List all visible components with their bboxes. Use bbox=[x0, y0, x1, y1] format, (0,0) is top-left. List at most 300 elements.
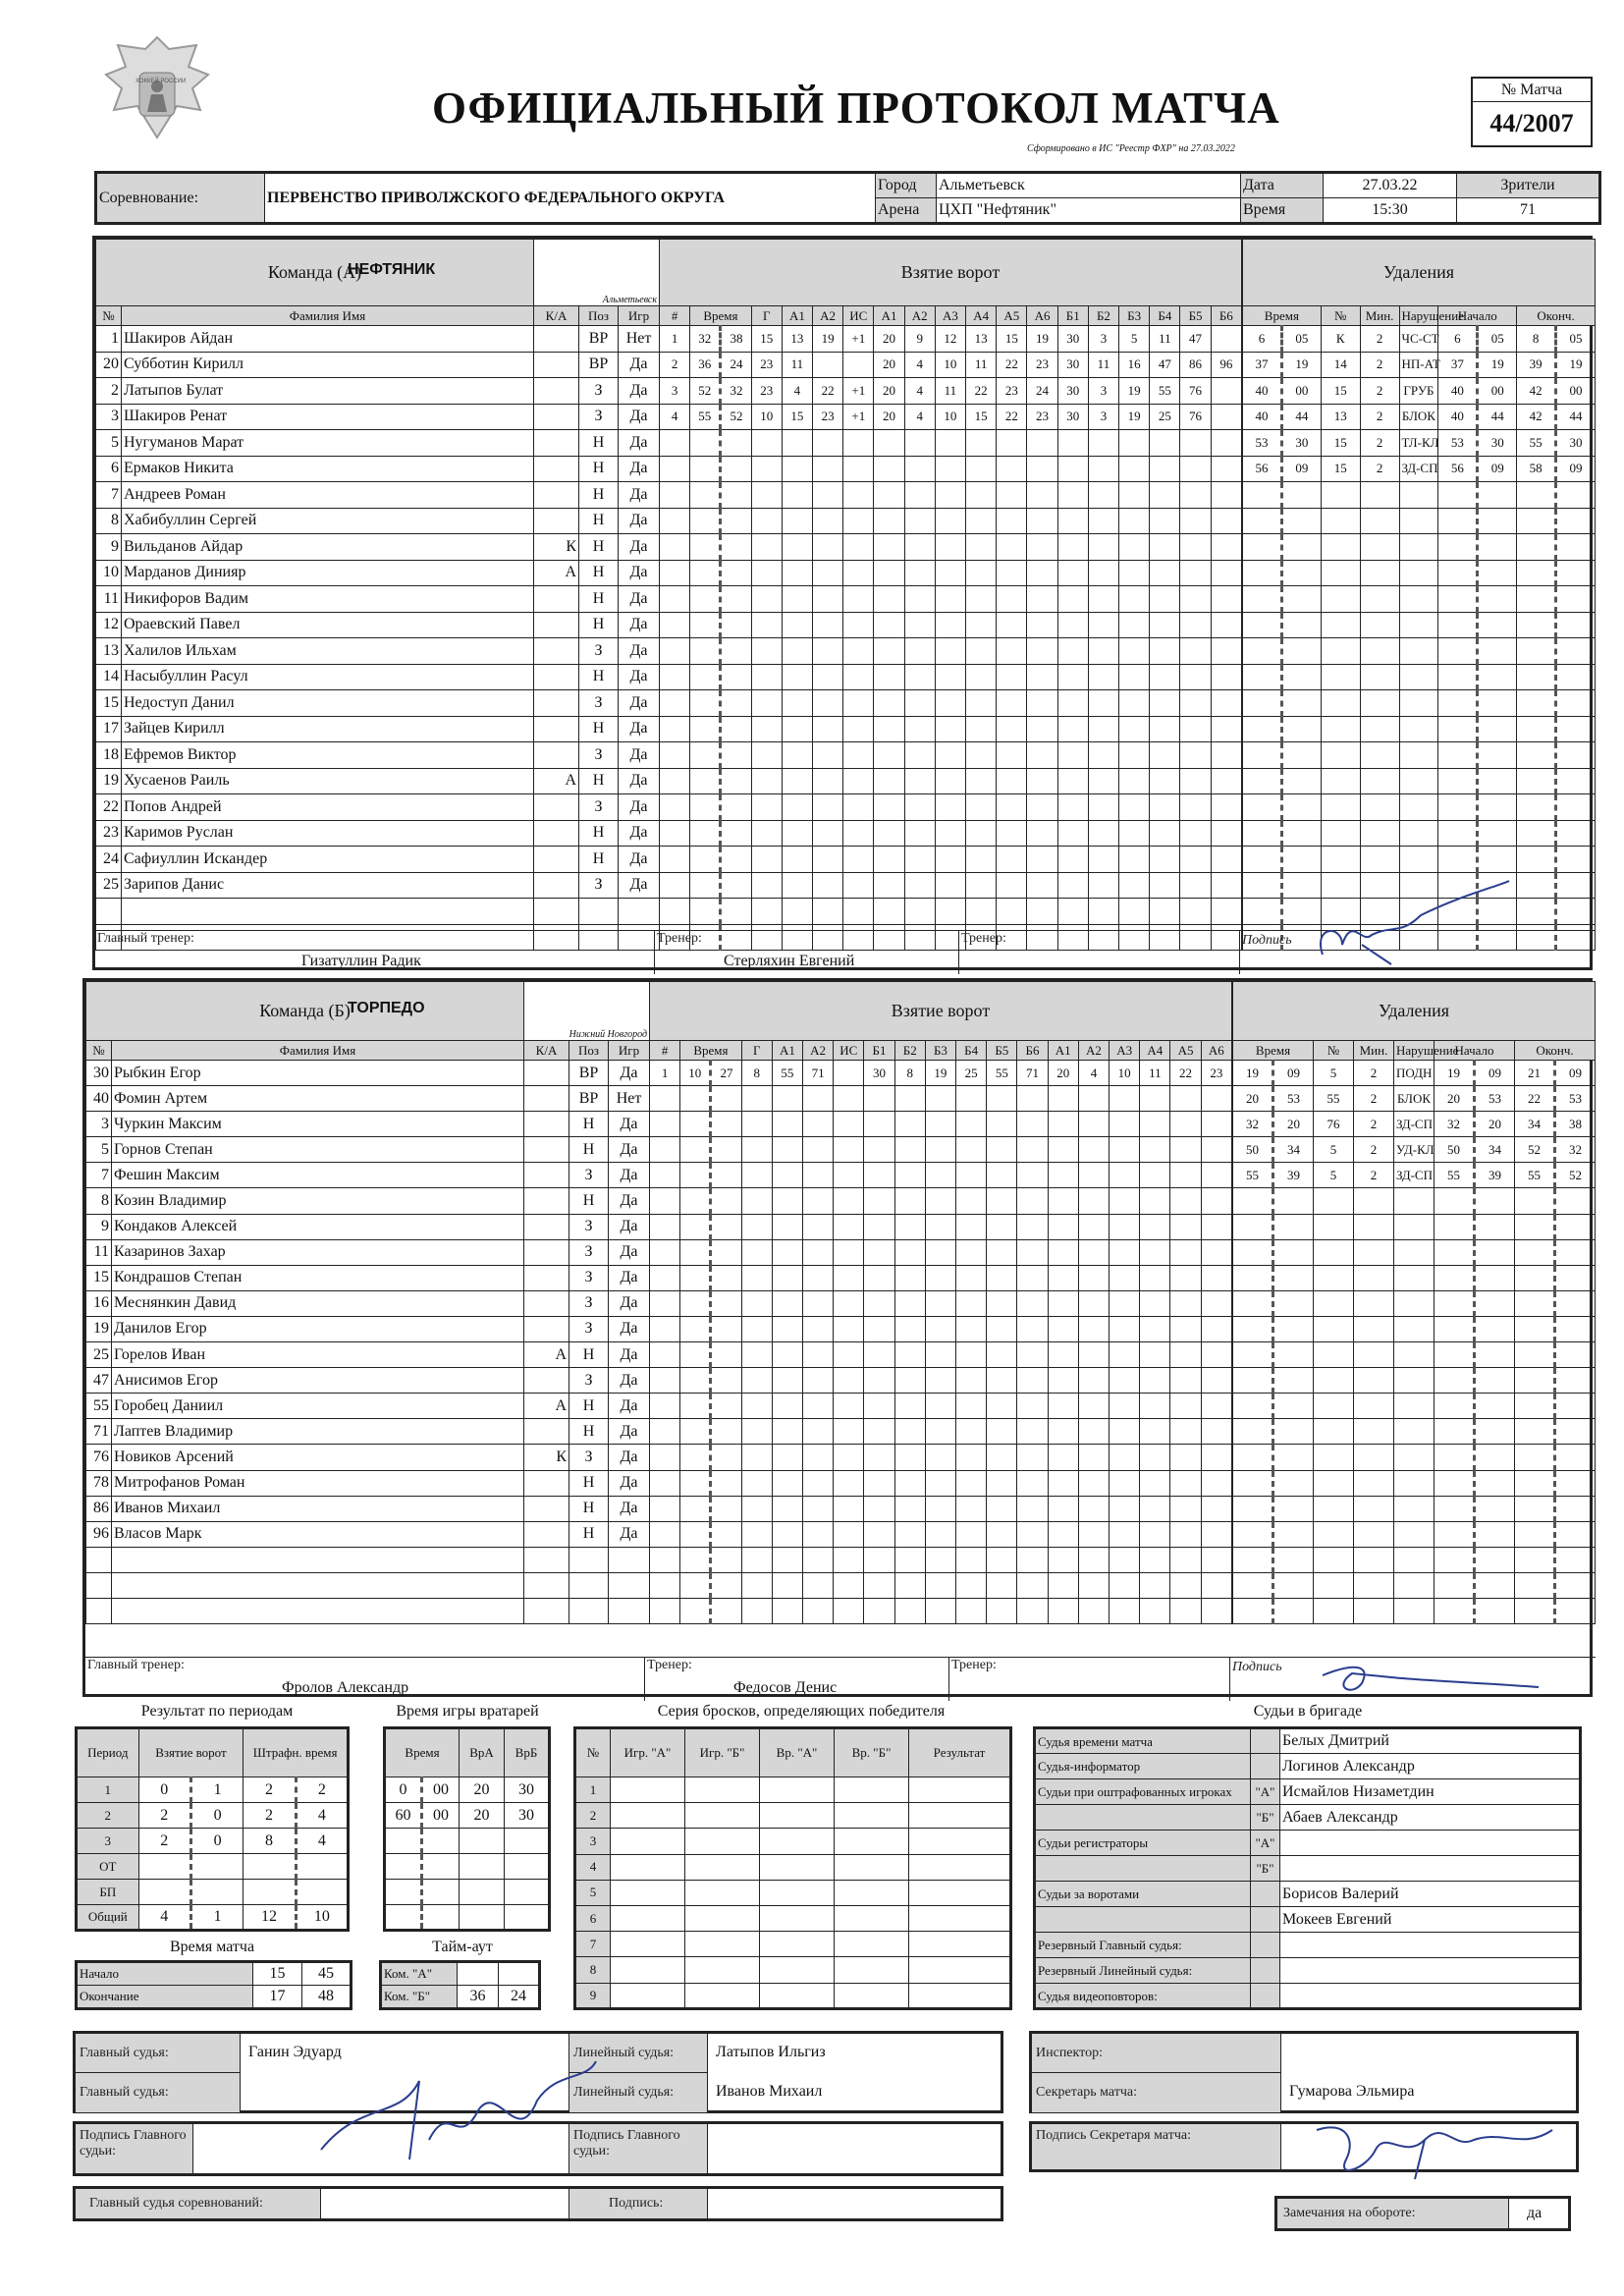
ta-player-row bbox=[96, 899, 660, 925]
ta-player-play: Да bbox=[619, 664, 660, 690]
ta-goal-cell bbox=[1211, 612, 1241, 638]
ta-goal-cell bbox=[721, 847, 751, 873]
tb-goal-cell bbox=[925, 1470, 955, 1496]
tb-player-play bbox=[609, 1598, 650, 1623]
ta-penalty-row bbox=[1243, 326, 1596, 353]
tb-goal-cell bbox=[864, 1419, 894, 1445]
ta-penalty-cell bbox=[1243, 847, 1282, 873]
goalie-row bbox=[385, 1905, 550, 1931]
period-name: ОТ bbox=[77, 1854, 139, 1880]
tb-goal-col: А1 bbox=[1048, 1041, 1078, 1061]
ta-player-num: 15 bbox=[96, 690, 122, 717]
ta-penalty-cell bbox=[1281, 742, 1321, 769]
tb-player-role bbox=[524, 1572, 569, 1598]
tb-goal-cell bbox=[1201, 1086, 1231, 1112]
tb-penalty-cell bbox=[1475, 1214, 1515, 1239]
tb-goal-cell bbox=[925, 1163, 955, 1188]
tb-goal-cell bbox=[680, 1521, 711, 1547]
ta-penalty-cell bbox=[1360, 820, 1399, 847]
shootout-cell bbox=[685, 1957, 760, 1983]
tb-goal-cell bbox=[1078, 1470, 1109, 1496]
tb-goal-cell bbox=[711, 1445, 741, 1470]
shootout-cell bbox=[909, 1829, 1011, 1854]
tb-player-num: 11 bbox=[86, 1239, 112, 1265]
ta-player-pos: Н bbox=[579, 508, 619, 534]
tb-penalty-cell: 19 bbox=[1435, 1061, 1475, 1086]
ta-goal-cell bbox=[751, 690, 782, 717]
period-value: 0 bbox=[190, 1803, 243, 1829]
ta-goal-cell bbox=[997, 872, 1027, 899]
tb-goal-cell bbox=[1048, 1521, 1078, 1547]
tb-goal-cell bbox=[987, 1086, 1017, 1112]
tb-goal-row bbox=[650, 1239, 1232, 1265]
ta-goal-cell: 24 bbox=[721, 352, 751, 378]
tb-goal-col: А4 bbox=[1140, 1041, 1170, 1061]
ta-goal-col: А6 bbox=[1027, 306, 1057, 326]
main-ref-signature bbox=[301, 2061, 616, 2169]
tb-penalty-cell bbox=[1394, 1547, 1435, 1572]
shootout-cell bbox=[685, 1777, 760, 1803]
tb-goal-cell bbox=[803, 1265, 834, 1290]
ta-player-name bbox=[122, 899, 534, 925]
ta-goal-cell: 36 bbox=[690, 352, 721, 378]
tb-player-pos: Н bbox=[569, 1188, 609, 1214]
ta-goal-cell bbox=[997, 482, 1027, 509]
ta-goal-cell bbox=[1057, 430, 1088, 457]
ta-goal-cell bbox=[1027, 794, 1057, 821]
ta-goal-cell bbox=[997, 638, 1027, 665]
tb-player-num: 15 bbox=[86, 1265, 112, 1290]
tb-penalty-cell bbox=[1354, 1572, 1394, 1598]
ta-penalty-cell bbox=[1281, 612, 1321, 638]
tb-goal-cell bbox=[1110, 1598, 1140, 1623]
tb-goal-cell bbox=[925, 1342, 955, 1368]
tb-goal-cell bbox=[864, 1316, 894, 1341]
tb-penalty-cell bbox=[1314, 1214, 1354, 1239]
ta-goal-col: Время bbox=[690, 306, 751, 326]
ta-goal-row bbox=[660, 404, 1242, 430]
tb-goal-col: А3 bbox=[1110, 1041, 1140, 1061]
ta-goal-cell bbox=[997, 586, 1027, 613]
tb-goal-cell bbox=[1110, 1188, 1140, 1214]
ta-goal-cell bbox=[1119, 690, 1150, 717]
inspector-block bbox=[1029, 2031, 1579, 2113]
tb-penalty-cell bbox=[1273, 1265, 1314, 1290]
ta-goal-cell bbox=[843, 638, 874, 665]
coach-label: Тренер: bbox=[657, 931, 702, 946]
tb-goal-cell bbox=[894, 1598, 925, 1623]
tb-goal-cell bbox=[741, 1239, 772, 1265]
shootout-cell bbox=[611, 1983, 685, 2008]
tb-goal-cell bbox=[680, 1316, 711, 1341]
tb-penalty-cell bbox=[1394, 1572, 1435, 1598]
tb-goal-cell bbox=[864, 1163, 894, 1188]
ta-penalty-cell: 56 bbox=[1243, 456, 1282, 482]
ta-goal-row bbox=[660, 378, 1242, 405]
ta-goal-cell: 4 bbox=[904, 404, 935, 430]
tb-penalty-cell bbox=[1273, 1394, 1314, 1419]
tb-penalty-cell bbox=[1515, 1290, 1555, 1316]
ta-penalty-cell bbox=[1360, 768, 1399, 794]
tb-penalty-cell bbox=[1475, 1188, 1515, 1214]
ta-goal-cell bbox=[935, 560, 965, 586]
tb-penalty-cell bbox=[1394, 1419, 1435, 1445]
ta-goal-col: А3 bbox=[935, 306, 965, 326]
ta-goal-cell bbox=[1150, 820, 1180, 847]
ta-goal-cell bbox=[904, 430, 935, 457]
tb-goal-cell bbox=[956, 1598, 987, 1623]
match-end-m: 48 bbox=[302, 1986, 352, 2009]
ta-player-pos: Н bbox=[579, 534, 619, 561]
tb-player-role bbox=[524, 1419, 569, 1445]
shootout-cell bbox=[685, 1983, 760, 2008]
tb-goal-cell bbox=[834, 1521, 864, 1547]
ta-penalty-cell bbox=[1399, 794, 1438, 821]
col-name-b: Фамилия Имя bbox=[112, 1041, 524, 1061]
ta-penalty-cell bbox=[1321, 586, 1360, 613]
ta-goal-cell bbox=[1027, 768, 1057, 794]
tb-penalty-cell bbox=[1515, 1419, 1555, 1445]
tb-goal-cell bbox=[1170, 1086, 1201, 1112]
ta-goal-cell bbox=[935, 456, 965, 482]
official-role: Судья времени матча bbox=[1035, 1728, 1251, 1754]
ta-penalty-cell bbox=[1556, 847, 1596, 873]
ta-goal-row bbox=[660, 716, 1242, 742]
secretary-value: Гумарова Эльмира bbox=[1289, 2083, 1415, 2100]
ta-penalty-cell: 30 bbox=[1556, 430, 1596, 457]
ta-player-play: Да bbox=[619, 508, 660, 534]
tb-penalty-cell bbox=[1435, 1496, 1475, 1521]
ta-goal-cell bbox=[966, 664, 997, 690]
periods-table bbox=[75, 1726, 350, 1932]
ta-goal-cell bbox=[1088, 430, 1118, 457]
tb-penalty-cell: ПОДН bbox=[1394, 1061, 1435, 1086]
ta-penalty-row bbox=[1243, 612, 1596, 638]
tb-goal-cell bbox=[680, 1239, 711, 1265]
secretary-signature bbox=[1307, 2110, 1562, 2189]
tb-goal-cell bbox=[803, 1419, 834, 1445]
period-value: 8 bbox=[244, 1829, 296, 1854]
tb-penalty-cell bbox=[1314, 1521, 1354, 1547]
ta-penalty-cell: 6 bbox=[1438, 326, 1478, 353]
official-role bbox=[1035, 1907, 1251, 1933]
ta-goal-col: А5 bbox=[997, 306, 1027, 326]
tb-goal-cell bbox=[1048, 1316, 1078, 1341]
team-b-coach: Федосов Денис bbox=[733, 1679, 838, 1696]
ta-goal-cell bbox=[1027, 690, 1057, 717]
shootout-cell bbox=[760, 1983, 835, 2008]
tb-player-row bbox=[86, 1394, 650, 1419]
ta-goal-cell bbox=[1180, 742, 1211, 769]
ta-goal-cell bbox=[843, 352, 874, 378]
tb-goal-cell bbox=[987, 1547, 1017, 1572]
tb-penalty-cell bbox=[1394, 1290, 1435, 1316]
official-side bbox=[1251, 1882, 1280, 1907]
ta-goal-cell bbox=[813, 482, 843, 509]
tb-goal-cell bbox=[987, 1598, 1017, 1623]
tb-goal-cell bbox=[1170, 1239, 1201, 1265]
tb-goal-cell bbox=[834, 1394, 864, 1419]
ta-goal-cell bbox=[1027, 664, 1057, 690]
tb-player-row bbox=[86, 1163, 650, 1188]
tb-goal-cell: 71 bbox=[1017, 1061, 1048, 1086]
tb-goal-cell bbox=[1048, 1496, 1078, 1521]
ta-penalty-cell: 42 bbox=[1517, 378, 1556, 405]
shootout-cell bbox=[909, 1854, 1011, 1880]
ta-goal-cell bbox=[1057, 612, 1088, 638]
ta-goal-cell: 20 bbox=[874, 404, 904, 430]
official-name: Логинов Александр bbox=[1280, 1754, 1581, 1779]
ta-goal-cell bbox=[935, 820, 965, 847]
shootout-cell bbox=[760, 1880, 835, 1905]
ta-goal-cell bbox=[1119, 482, 1150, 509]
ta-goal-cell bbox=[997, 612, 1027, 638]
goalie-value: 0 bbox=[385, 1777, 422, 1803]
tb-penalty-cell: 2 bbox=[1354, 1137, 1394, 1163]
ta-player-pos: Н bbox=[579, 716, 619, 742]
tb-penalty-row bbox=[1233, 1496, 1596, 1521]
ta-goal-cell bbox=[966, 508, 997, 534]
ta-goal-cell bbox=[751, 872, 782, 899]
ta-goal-cell bbox=[1150, 768, 1180, 794]
tb-penalty-cell bbox=[1435, 1214, 1475, 1239]
ta-player-play: Да bbox=[619, 612, 660, 638]
tb-player-role bbox=[524, 1265, 569, 1290]
tb-goal-cell bbox=[680, 1445, 711, 1470]
sign-secretary-label: Подпись Секретаря матча: bbox=[1032, 2124, 1281, 2169]
official-name: Белых Дмитрий bbox=[1280, 1728, 1581, 1754]
team-a-coach: Стерляхин Евгений bbox=[724, 953, 855, 969]
tb-penalty-cell bbox=[1233, 1521, 1273, 1547]
ta-goal-cell bbox=[935, 482, 965, 509]
tb-penalty-cell bbox=[1515, 1265, 1555, 1290]
tb-goal-cell bbox=[711, 1394, 741, 1419]
tb-penalty-cell: 5 bbox=[1314, 1061, 1354, 1086]
ta-goal-cell: 19 bbox=[1119, 404, 1150, 430]
tb-player-pos: Н bbox=[569, 1112, 609, 1137]
tb-goal-cell bbox=[1078, 1137, 1109, 1163]
ta-goal-cell bbox=[843, 899, 874, 925]
tb-penalty-cell: УД-КЛ bbox=[1394, 1137, 1435, 1163]
ta-goal-cell bbox=[1180, 482, 1211, 509]
tb-goal-cell: 22 bbox=[1170, 1061, 1201, 1086]
ta-player-play: Да bbox=[619, 768, 660, 794]
ta-penalty-cell bbox=[1399, 820, 1438, 847]
tb-goal-cell bbox=[894, 1112, 925, 1137]
ta-penalty-cell bbox=[1321, 508, 1360, 534]
ta-goal-row bbox=[660, 794, 1242, 821]
ta-player-num: 13 bbox=[96, 638, 122, 665]
tb-player-pos: З bbox=[569, 1163, 609, 1188]
ta-penalty-cell bbox=[1360, 847, 1399, 873]
ta-goal-cell bbox=[935, 586, 965, 613]
ta-player-name: Латыпов Булат bbox=[122, 378, 534, 405]
tb-goal-cell bbox=[956, 1214, 987, 1239]
ta-goal-cell bbox=[813, 716, 843, 742]
tb-goal-col: Б4 bbox=[956, 1041, 987, 1061]
ta-goal-cell bbox=[660, 664, 690, 690]
ta-penalty-cell bbox=[1556, 794, 1596, 821]
tb-goal-cell bbox=[772, 1598, 802, 1623]
ta-goal-cell bbox=[1180, 534, 1211, 561]
ta-goal-row bbox=[660, 638, 1242, 665]
ta-player-num: 6 bbox=[96, 456, 122, 482]
tb-goal-cell bbox=[925, 1394, 955, 1419]
goalie-col-b: ВрБ bbox=[505, 1728, 550, 1777]
tb-penalty-cell bbox=[1515, 1214, 1555, 1239]
city-value: Альметьевск bbox=[937, 173, 1241, 198]
tb-goal-cell bbox=[1140, 1394, 1170, 1419]
tb-goal-cell bbox=[834, 1470, 864, 1496]
tb-goal-cell bbox=[1201, 1598, 1231, 1623]
ta-goal-cell bbox=[904, 482, 935, 509]
official-row bbox=[1035, 1805, 1581, 1831]
tb-penalty-cell bbox=[1435, 1188, 1475, 1214]
ta-goal-cell bbox=[1180, 560, 1211, 586]
ta-penalty-cell bbox=[1478, 560, 1517, 586]
ta-goal-cell bbox=[1057, 872, 1088, 899]
ta-penalty-cell bbox=[1281, 560, 1321, 586]
ta-goal-cell bbox=[782, 716, 812, 742]
ta-penalty-cell bbox=[1517, 690, 1556, 717]
tb-player-num: 55 bbox=[86, 1394, 112, 1419]
tb-player-num: 30 bbox=[86, 1061, 112, 1086]
tb-penalty-cell bbox=[1555, 1598, 1596, 1623]
tb-goal-cell bbox=[1048, 1086, 1078, 1112]
tb-penalty-cell bbox=[1475, 1470, 1515, 1496]
tb-penalty-cell bbox=[1435, 1419, 1475, 1445]
ta-goal-cell bbox=[904, 872, 935, 899]
ta-goal-cell bbox=[874, 560, 904, 586]
tb-goal-cell: 1 bbox=[650, 1061, 680, 1086]
ta-penalty-cell bbox=[1281, 847, 1321, 873]
tb-goal-cell bbox=[864, 1470, 894, 1496]
tb-goal-cell bbox=[1110, 1496, 1140, 1521]
match-number-box bbox=[1471, 77, 1593, 147]
tb-goal-cell bbox=[925, 1239, 955, 1265]
tb-goal-cell bbox=[741, 1445, 772, 1470]
ta-goal-cell bbox=[1057, 664, 1088, 690]
ta-goal-cell bbox=[782, 482, 812, 509]
ta-player-name: Марданов Динияр bbox=[122, 560, 534, 586]
ta-goal-cell bbox=[843, 508, 874, 534]
ta-player-name: Шакиров Ренат bbox=[122, 404, 534, 430]
ta-penalty-cell bbox=[1438, 534, 1478, 561]
ta-goal-cell: 11 bbox=[966, 352, 997, 378]
ta-player-name: Хусаенов Раиль bbox=[122, 768, 534, 794]
tb-goal-cell: 4 bbox=[1078, 1061, 1109, 1086]
tb-goal-cell bbox=[1140, 1572, 1170, 1598]
match-time-table bbox=[75, 1960, 352, 2010]
tb-penalty-cell bbox=[1475, 1239, 1515, 1265]
tb-goal-cell bbox=[1017, 1521, 1048, 1547]
ta-player-num: 19 bbox=[96, 768, 122, 794]
tb-goal-cell bbox=[772, 1163, 802, 1188]
tb-penalty-cell bbox=[1273, 1419, 1314, 1445]
tb-penalty-cell bbox=[1273, 1496, 1314, 1521]
ta-goal-cell bbox=[660, 508, 690, 534]
tb-goal-cell bbox=[864, 1214, 894, 1239]
officials-table bbox=[1033, 1726, 1582, 2010]
tb-goal-cell: 55 bbox=[772, 1061, 802, 1086]
ta-player-num: 5 bbox=[96, 430, 122, 457]
official-role bbox=[1035, 1805, 1251, 1831]
ta-goal-cell bbox=[1180, 638, 1211, 665]
ta-player-pos: З bbox=[579, 872, 619, 899]
tb-penalty-cell: 34 bbox=[1515, 1112, 1555, 1137]
tb-goal-cell bbox=[864, 1112, 894, 1137]
official-row bbox=[1035, 1831, 1581, 1856]
tb-goal-cell bbox=[1078, 1368, 1109, 1394]
tb-goal-cell bbox=[894, 1290, 925, 1316]
tb-goal-cell bbox=[925, 1214, 955, 1239]
tb-player-pos: З bbox=[569, 1290, 609, 1316]
ta-penalty-cell bbox=[1517, 847, 1556, 873]
shootout-cell bbox=[835, 1932, 909, 1957]
ta-player-num: 9 bbox=[96, 534, 122, 561]
tb-goal-cell bbox=[680, 1112, 711, 1137]
ta-goal-cell bbox=[1027, 586, 1057, 613]
ta-goal-cell bbox=[1119, 430, 1150, 457]
tb-goal-cell bbox=[650, 1316, 680, 1341]
ta-player-role bbox=[534, 482, 579, 509]
ta-penalty-cell bbox=[1517, 560, 1556, 586]
ta-goal-cell: 5 bbox=[1119, 326, 1150, 353]
tb-goal-cell bbox=[650, 1086, 680, 1112]
chief-sign-label: Подпись: bbox=[568, 2189, 708, 2218]
ta-penalty-cell bbox=[1243, 612, 1282, 638]
ta-goal-cell bbox=[690, 638, 721, 665]
ta-goal-cell bbox=[1057, 560, 1088, 586]
ta-goal-cell bbox=[721, 768, 751, 794]
tb-goal-cell bbox=[1201, 1521, 1231, 1547]
tb-player-pos bbox=[569, 1598, 609, 1623]
ta-goal-cell bbox=[690, 768, 721, 794]
ta-goal-cell bbox=[904, 768, 935, 794]
tb-goal-cell bbox=[1078, 1419, 1109, 1445]
tb-penalty-cell bbox=[1314, 1598, 1354, 1623]
chief-ref-label: Главный судья соревнований: bbox=[76, 2189, 321, 2218]
tb-penalty-cell bbox=[1233, 1316, 1273, 1341]
ta-goal-cell: 38 bbox=[721, 326, 751, 353]
tb-penalty-cell bbox=[1394, 1470, 1435, 1496]
ta-player-name: Каримов Руслан bbox=[122, 820, 534, 847]
period-row bbox=[77, 1803, 349, 1829]
ta-penalty-cell bbox=[1438, 586, 1478, 613]
shootout-cell bbox=[909, 1983, 1011, 2008]
ta-goal-cell bbox=[874, 534, 904, 561]
tb-goal-col: # bbox=[650, 1041, 680, 1061]
period-value bbox=[190, 1854, 243, 1880]
col-ka: К/А bbox=[534, 306, 579, 326]
ta-penalty-cell bbox=[1243, 794, 1282, 821]
tb-goal-cell bbox=[650, 1572, 680, 1598]
ta-player-row bbox=[96, 326, 660, 353]
ta-goal-cell bbox=[782, 899, 812, 925]
ta-goal-cell: 4 bbox=[660, 404, 690, 430]
ta-goal-cell bbox=[721, 534, 751, 561]
tb-goal-cell bbox=[834, 1290, 864, 1316]
ta-goal-cell bbox=[1150, 664, 1180, 690]
tb-goal-cell bbox=[894, 1137, 925, 1163]
tb-goal-cell bbox=[650, 1265, 680, 1290]
tb-penalty-cell bbox=[1515, 1394, 1555, 1419]
tb-goal-cell bbox=[772, 1316, 802, 1341]
tb-goal-cell bbox=[956, 1265, 987, 1290]
ta-penalty-row bbox=[1243, 404, 1596, 430]
ta-goal-cell bbox=[660, 560, 690, 586]
ta-goal-cell bbox=[1027, 847, 1057, 873]
